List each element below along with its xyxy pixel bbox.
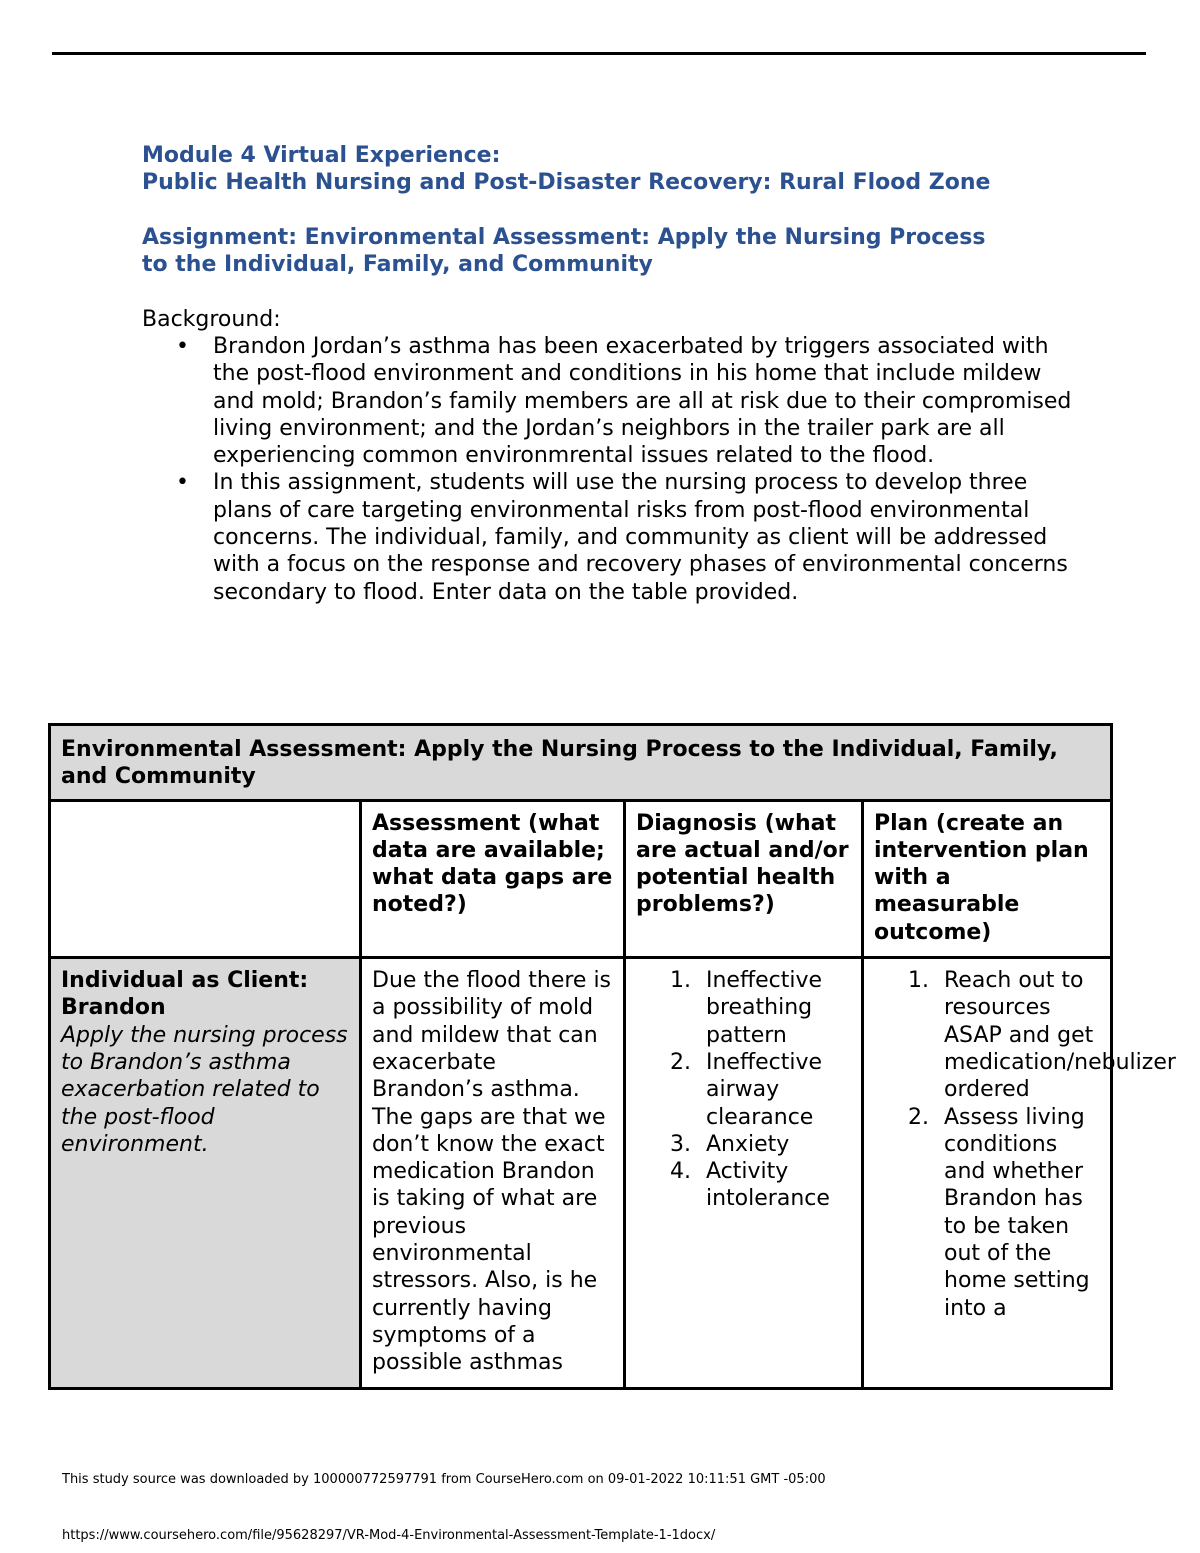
background-label: Background: [142,307,281,332]
empty-header-cell [50,800,361,957]
list-item: 1. Reach out to resources ASAP and get medication/nebulizer ordered [908,968,1176,1103]
individual-client-instructions: Apply the nursing process to Brandon’s asthma exacerbation related to the post-flood environment. [61,1022,348,1157]
plan-header: Plan (create an intervention plan with a measurable outcome) [863,800,1112,957]
table-header-row [50,800,1112,957]
plan-cell [863,958,1176,1388]
background-bullet-list [142,333,1082,606]
assessment-table [48,723,1176,1390]
individual-client-label: Individual as Client: Brandon [61,968,309,1021]
assignment-title-line1: Assignment: Environmental Assessment: Apply the Nursing Process [142,225,986,250]
plan-list [874,967,1176,1322]
diagnosis-list [636,967,851,1213]
source-url[interactable]: https://www.coursehero.com/file/95628297/VR-Mod-4-Environmental-Assessment-Template-1-1docx/ [62,1528,716,1543]
module-subtitle: Public Health Nursing and Post-Disaster Recovery: Rural Flood Zone [142,170,991,195]
table-title-row [50,725,1112,801]
document-heading [142,142,1102,278]
bullet-item [142,333,1082,469]
assessment-header: Assessment (what data are available; what data gaps are noted?) [361,800,625,957]
list-item: 1. Ineffective breathing pattern [670,968,823,1048]
individual-client-cell [50,958,361,1388]
module-title: Module 4 Virtual Experience: [142,143,501,168]
list-item: 3. Anxiety [670,1131,790,1157]
list-item: 4. Activity intolerance [670,1159,830,1212]
list-item: 2. Assess living conditions and whether Brandon has to be taken out of the home setting into a [908,1104,1090,1321]
bullet-icon: • [176,334,189,359]
bullet-text: In this assignment, students will use the nursing process to develop three plans of care targeting environmental risks from post-flood environmental concerns. The individual, family, and community as client will be addressed with a focus on the response and recovery phases of environmental concerns secondary to flood. Enter data on the table provided. [213,470,1068,605]
download-notice: This study source was downloaded by 100000772597791 from CourseHero.com on 09-01-2022 10:11:51 GMT -05:00 [62,1472,826,1487]
table-title: Environmental Assessment: Apply the Nursing Process to the Individual, Family, and Community [50,725,1112,801]
top-rule [52,52,1146,55]
diagnosis-cell [625,958,863,1388]
bullet-item [142,469,1082,605]
assessment-cell: Due the flood there is a possibility of mold and mildew that can exacerbate Brandon’s asthma. The gaps are that we don’t know the exact medication Brandon is taking of what are previous environmental stressors. Also, is he currently having symptoms of a possible asthmas [361,958,625,1388]
bullet-icon: • [176,470,189,496]
assignment-title-line2: to the Individual, Family, and Community [142,252,653,277]
table-row [50,958,1112,1388]
bullet-text: Brandon Jordan’s asthma has been exacerbated by triggers associated with the post-flood environment and conditions in his home that include mildew and mold; Brandon’s family members are all at risk due to their compromised living environment; and the Jordan’s neighbors in the trailer park are all experiencing common environmrental issues related to the flood. [213,334,1072,469]
list-item: 2. Ineffective airway clearance [670,1049,823,1130]
diagnosis-header: Diagnosis (what are actual and/or potential health problems?) [625,800,863,957]
